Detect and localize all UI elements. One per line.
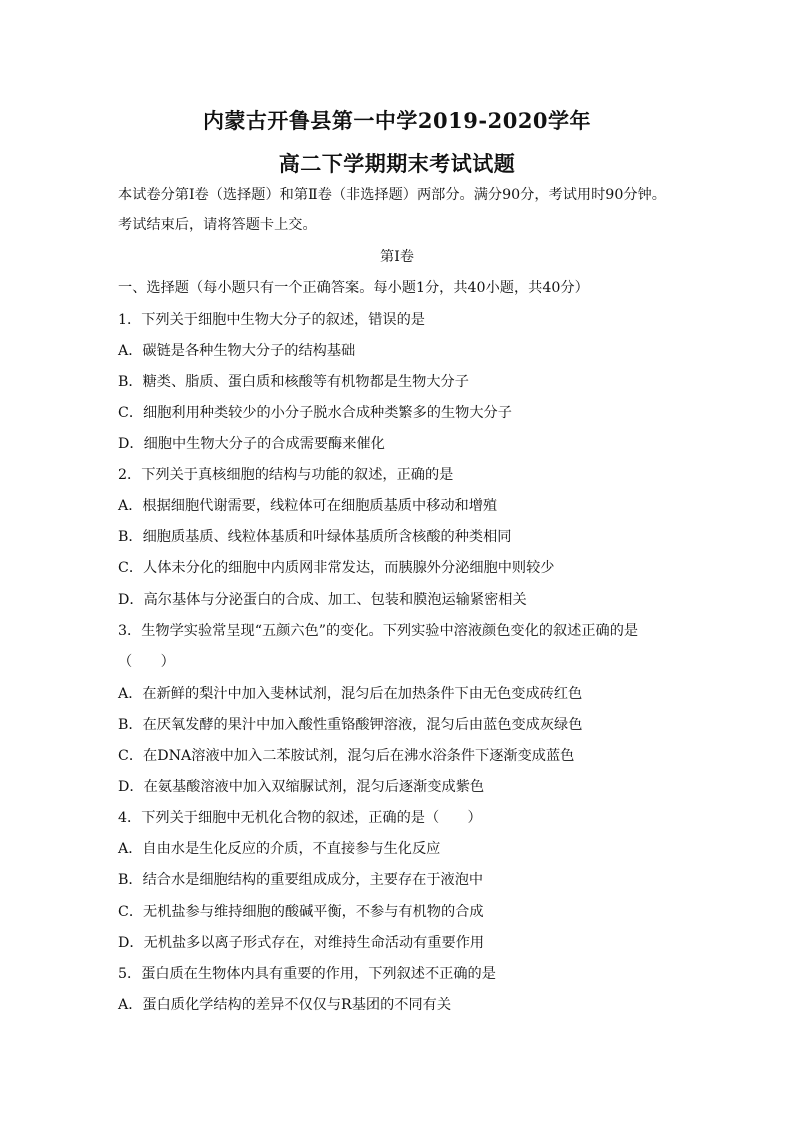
answer-option: D．高尔基体与分泌蛋白的合成、加工、包装和膜泡运输紧密相关	[118, 592, 527, 608]
answer-option: A．根据细胞代谢需要，线粒体可在细胞质基质中移动和增殖	[118, 498, 498, 514]
section-heading: 一、选择题（每小题只有一个正确答案。每小题1分，共40小题，共40分）	[118, 280, 589, 296]
answer-option: A．蛋白质化学结构的差异不仅仅与R基团的不同有关	[118, 997, 452, 1013]
answer-option: D．无机盐多以离子形式存在，对维持生命活动有重要作用	[118, 935, 485, 951]
document-subtitle: 高二下学期期末考试试题	[278, 151, 516, 176]
question-stem: 5．蛋白质在生物体内具有重要的作用，下列叙述不正确的是	[118, 966, 496, 982]
answer-option: A．在新鲜的梨汁中加入斐林试剂，混匀后在加热条件下由无色变成砖红色	[118, 686, 583, 702]
answer-option: D．细胞中生物大分子的合成需要酶来催化	[118, 436, 385, 452]
answer-option: D．在氨基酸溶液中加入双缩脲试剂，混匀后逐渐变成紫色	[118, 779, 485, 795]
intro-line-1: 本试卷分第Ⅰ卷（选择题）和第Ⅱ卷（非选择题）两部分。满分90分，考试用时90分钟。	[118, 187, 666, 203]
answer-option: A．碳链是各种生物大分子的结构基础	[118, 343, 356, 359]
answer-option: B．结合水是细胞结构的重要组成成分，主要存在于液泡中	[118, 872, 484, 888]
answer-option: B．在厌氧发酵的果汁中加入酸性重铬酸钾溶液，混匀后由蓝色变成灰绿色	[118, 717, 583, 733]
answer-option: C．细胞利用种类较少的小分子脱水合成种类繁多的生物大分子	[118, 405, 512, 421]
volume-heading: 第Ⅰ卷	[380, 249, 414, 265]
answer-option: C．在DNA溶液中加入二苯胺试剂，混匀后在沸水浴条件下逐渐变成蓝色	[118, 748, 575, 764]
answer-option: A．自由水是生化反应的介质，不直接参与生化反应	[118, 841, 441, 857]
answer-option: C．人体未分化的细胞中内质网非常发达，而胰腺外分泌细胞中则较少	[118, 560, 555, 576]
document-title: 内蒙古开鲁县第一中学2019-2020学年	[202, 108, 592, 133]
question-stem: 1．下列关于细胞中生物大分子的叙述，错误的是	[118, 312, 425, 328]
question-stem: 2．下列关于真核细胞的结构与功能的叙述，正确的是	[118, 467, 454, 483]
question-stem: 4．下列关于细胞中无机化合物的叙述，正确的是（ ）	[118, 810, 482, 826]
question-stem-continued: （ ）	[118, 654, 175, 670]
intro-line-2: 考试结束后，请将答题卡上交。	[118, 217, 317, 233]
answer-option: C．无机盐参与维持细胞的酸碱平衡，不参与有机物的合成	[118, 904, 484, 920]
question-stem: 3．生物学实验常呈现“五颜六色”的变化。下列实验中溶液颜色变化的叙述正确的是	[118, 623, 639, 639]
answer-option: B．细胞质基质、线粒体基质和叶绿体基质所含核酸的种类相同	[118, 529, 512, 545]
answer-option: B．糖类、脂质、蛋白质和核酸等有机物都是生物大分子	[118, 374, 469, 390]
